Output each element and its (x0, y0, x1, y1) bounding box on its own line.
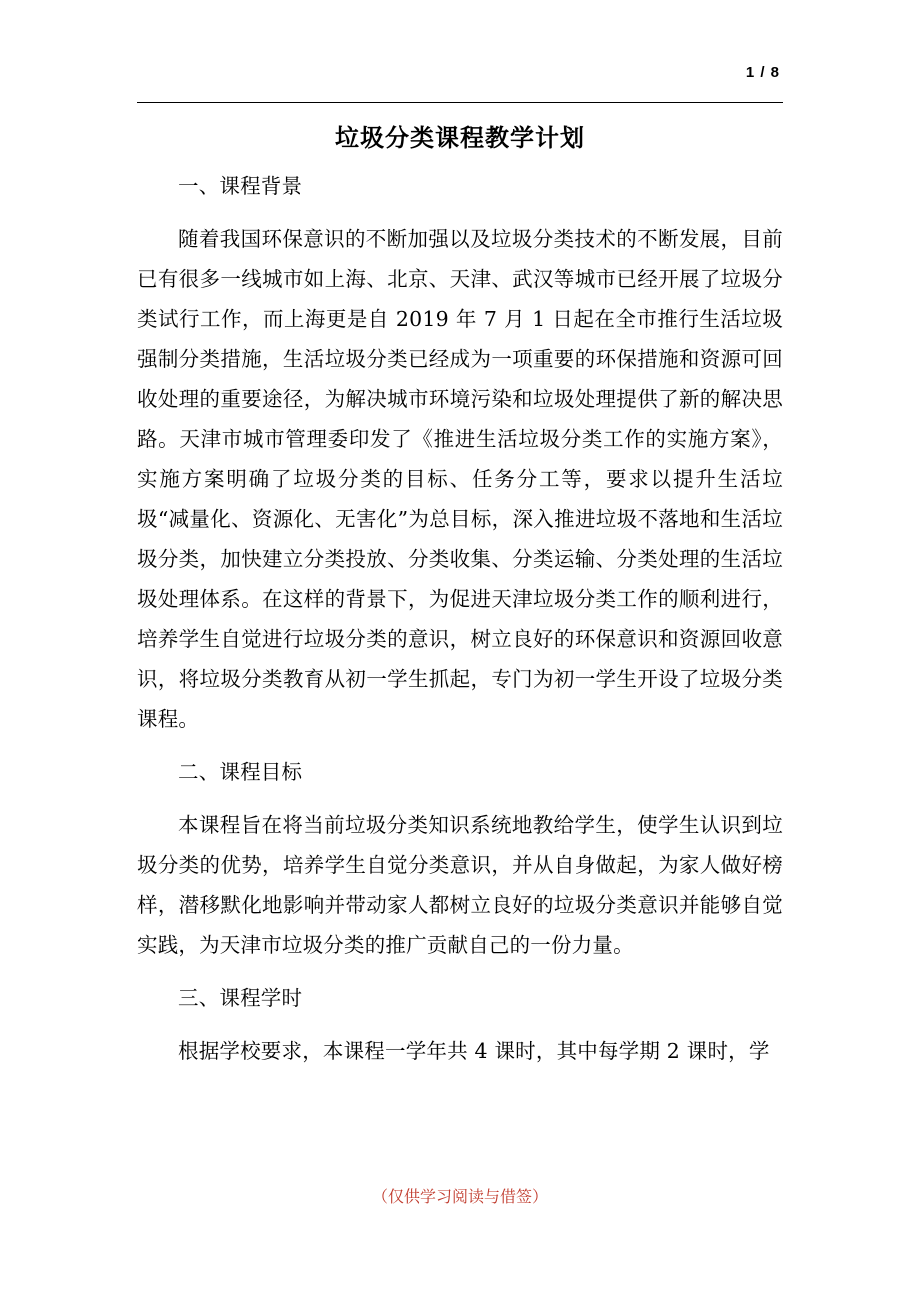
section-heading-background: 一、课程背景 (178, 174, 303, 198)
section-paragraph-background: 随着我国环保意识的不断加强以及垃圾分类技术的不断发展，目前已有很多一线城市如上海、北京、天津、武汉等城市已经开展了垃圾分类试行工作，而上海更是自 2019 年 7 月 1 日起在全市推行生活垃圾强制分类措施，生活垃圾分类已经成为一项重要的环保措施和资源可回收处理的重要途径，为解决城市环境污染和垃圾处理提供了新的解决思路。天津市城市管理委印发了《推进生活垃圾分类工作的实施方案》，实施方案明确了垃圾分类的目标、任务分工等，要求以提升生活垃圾“减量化、资源化、无害化”为总目标，深入推进垃圾不落地和生活垃圾分类，加快建立分类投放、分类收集、分类运输、分类处理的生活垃圾处理体系。在这样的背景下，为促进天津垃圾分类工作的顺利进行，培养学生自觉进行垃圾分类的意识，树立良好的环保意识和资源回收意识，将垃圾分类教育从初一学生抓起，专门为初一学生开设了垃圾分类课程。 (137, 227, 783, 731)
footer-note: （仅供学习阅读与借签） (371, 1187, 548, 1206)
document-body (137, 166, 783, 1084)
section-paragraph-goals: 本课程旨在将当前垃圾分类知识系统地教给学生，使学生认识到垃圾分类的优势，培养学生自觉分类意识，并从自身做起，为家人做好榜样，潜移默化地影响并带动家人都树立良好的垃圾分类意识并能够自觉实践，为天津市垃圾分类的推广贡献自己的一份力量。 (137, 813, 783, 957)
header-rule (137, 102, 783, 103)
section-heading-hours: 三、课程学时 (178, 986, 303, 1010)
document-title: 垃圾分类课程教学计划 (335, 123, 585, 152)
page-number: 1 / 8 (745, 64, 780, 81)
section-heading-goals: 二、课程目标 (178, 760, 303, 784)
section-paragraph-hours: 根据学校要求，本课程一学年共 4 课时，其中每学期 2 课时，学 (178, 1039, 770, 1063)
